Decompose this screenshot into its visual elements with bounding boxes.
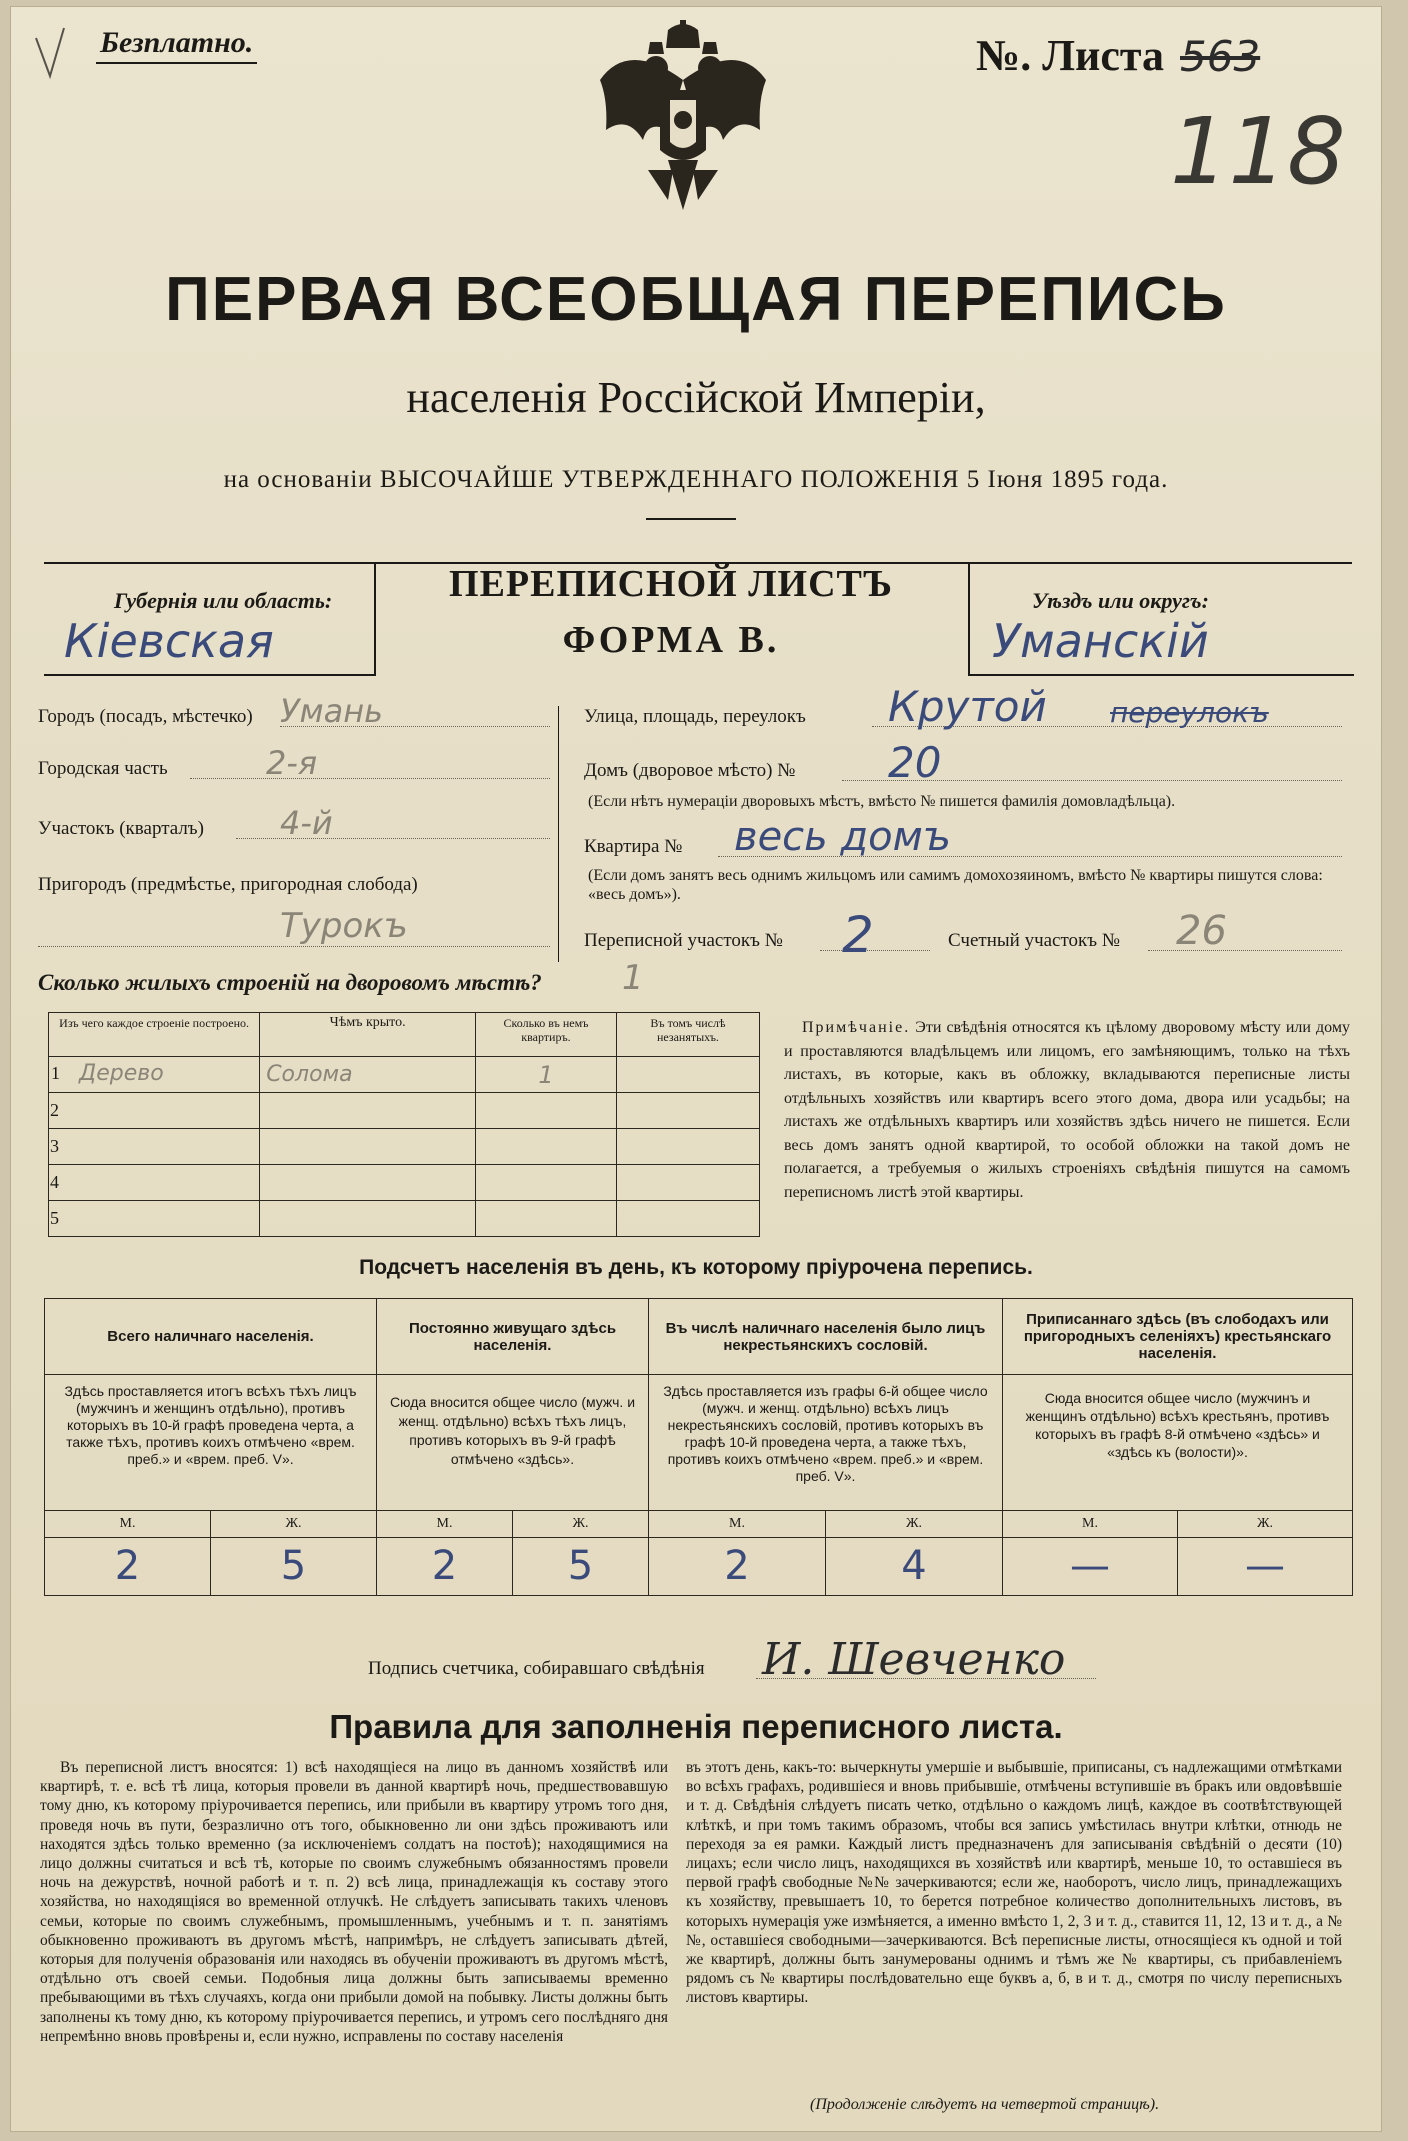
uezd-label: Уѣздъ или округъ: xyxy=(1032,588,1209,613)
uezd-box xyxy=(968,562,1354,676)
count-desc: Здѣсь проставляется итогъ всѣхъ тѣхъ лицъ (мужчинъ и женщинъ отдѣльно), противъ которыхъ въ 10-й графѣ проведена черта, а также тѣхъ, противъ коихъ отмѣчено «врем. преб.» и «врем. преб. V». xyxy=(45,1375,377,1511)
f-label: Ж. xyxy=(513,1511,649,1537)
table-row xyxy=(49,1129,760,1165)
count-desc: Сюда вносится общее число (мужч. и женщ. отдѣльно) всѣхъ тѣхъ лицъ, противъ которыхъ въ 9-й графѣ отмѣчено «здѣсь». xyxy=(377,1375,649,1511)
m-value: — xyxy=(1003,1537,1178,1595)
row-number: 4 xyxy=(49,1165,260,1201)
table-row xyxy=(49,1165,760,1201)
buildings-header-material: Изъ чего каждое строеніе построено. xyxy=(49,1013,260,1057)
free-label: Безплатно. xyxy=(96,26,257,64)
prigorod-label: Пригородъ (предмѣстье, пригородная слобода) xyxy=(38,874,418,895)
vacant-value xyxy=(616,1057,759,1093)
buildings-header-roof: Чѣмъ крыто. xyxy=(260,1013,476,1057)
divider xyxy=(646,518,736,520)
uezd-value: Уманскій xyxy=(992,614,1209,668)
m-label: М. xyxy=(45,1511,211,1537)
buildings-question: Сколько жилыхъ строеній на дворовомъ мѣстѣ? xyxy=(38,970,542,995)
rules-title: Правила для заполненія переписного листа. xyxy=(329,1708,1063,1745)
dom-label: Домъ (дворовое мѣсто) № xyxy=(584,760,796,781)
apts-value: 1 xyxy=(476,1057,617,1093)
sheet-number-pencil: 118 xyxy=(1170,98,1346,205)
row-number: 2 xyxy=(49,1093,260,1129)
chast-value: 2-я xyxy=(266,744,318,782)
ulitsa-label: Улица, площадь, переулокъ xyxy=(584,706,806,727)
f-label: Ж. xyxy=(211,1511,377,1537)
f-value: — xyxy=(1245,1543,1285,1590)
perepis-uch-value: 2 xyxy=(842,906,874,964)
m-value: 2 xyxy=(45,1537,211,1595)
row-number: 5 xyxy=(49,1201,260,1237)
table-row xyxy=(49,1201,760,1237)
gorod-label: Городъ (посадъ, мѣстечко) xyxy=(38,706,253,727)
note-head: Примѣчаніе. xyxy=(802,1019,911,1036)
divider xyxy=(558,706,559,962)
buildings-answer: 1 xyxy=(622,958,644,998)
note-text: Эти свѣдѣнія относятся къ цѣлому дворовому мѣсту или дому и проставляются владѣльцемъ или лицомъ, его замѣняющимъ, только на тѣхъ листахъ, въ которые, какъ въ обложку, вкладываются переписные листы отдѣльныхъ хозяйствъ или квартиръ всего этого дома, двора или усадьбы; на листахъ же отдѣльныхъ квартиръ или хозяйствъ здѣсь ничего не пишется. Если весь домъ занятъ одной квартирой, то особой обложки на такой домъ не полагается, а требуемыя о жилыхъ строеніяхъ свѣдѣнія пишутся на самомъ переписномъ листѣ этой квартиры. xyxy=(784,1019,1351,1201)
count-head: Постоянно живущаго здѣсь населенія. xyxy=(377,1299,649,1375)
table-row xyxy=(45,1299,1353,1375)
table-row xyxy=(45,1511,1353,1596)
main-title: ПЕРВАЯ ВСЕОБЩАЯ ПЕРЕПИСЬ xyxy=(165,265,1227,334)
schet-uch-value: 26 xyxy=(1176,908,1227,954)
population-table xyxy=(44,1298,1353,1596)
chast-label: Городская часть xyxy=(38,758,168,779)
signature-value: И. Шевченко xyxy=(762,1634,1066,1685)
dom-value: 20 xyxy=(888,738,942,787)
kvartira-label: Квартира № xyxy=(584,836,683,857)
roof-value: Солома xyxy=(260,1057,476,1093)
perepis-uch-label: Переписной участокъ № xyxy=(584,930,783,951)
count-title: Подсчетъ населенія въ день, къ которому пріурочена перепись. xyxy=(359,1256,1033,1279)
m-label: М. xyxy=(649,1511,826,1537)
double-headed-eagle-emblem xyxy=(588,20,778,230)
f-value: 5 xyxy=(280,1543,307,1590)
dom-note: (Если нѣтъ нумераціи дворовыхъ мѣстъ, вмѣсто № пишется фамилія домовладѣльца). xyxy=(588,793,1176,810)
uchastok-label: Участокъ (кварталъ) xyxy=(38,818,204,839)
f-value: 4 xyxy=(901,1543,927,1590)
uchastok-value: 4-й xyxy=(280,804,333,842)
rules-right: въ этотъ день, какъ-то: вычеркнуты умершіе и выбывшіе, приписаны, съ надлежащими отмѣтками во всѣхъ графахъ, родившіеся и вновь прибывшіе, отмѣчены вступившіе въ бракъ или овдовѣвшіе и т. д. Свѣдѣнія слѣдуетъ писать четко, отдѣльно о каждомъ лицѣ, каждое въ соотвѣтствующей клѣткѣ, и при томъ такимъ образомъ, чтобы вся запись умѣстилась внутри клѣтки, отнюдь не переходя за ея рамки. Каждый листъ предназначенъ для записыванія свѣдѣній о десяти (10) лицахъ; если число лицъ, находящихся въ хозяйствѣ или квартирѣ, меньше 10, то оставшіеся въ первой графѣ свободные №№ зачеркиваются; если же, наоборотъ, число лицъ, принадлежащихъ къ хозяйству, превышаетъ 10, то берется потребное количество дополнительныхъ листовъ, въ которыхъ нумерація уже измѣняется, а именно вмѣсто 1, 2, 3 и т. д., ставится 11, 12, 13 и т. д., а №№, оставшіеся свободными—зачеркиваются. Всѣ переписные листы, относящіеся къ одной и той же квартирѣ, должны быть занумерованы однимъ и тѣмъ же № квартиры, съ прибавленіемъ рядомъ съ № квартиры послѣдовательно еще буквъ а, б, в и т. д., смотря по числу переписныхъ листовъ квартиры. xyxy=(686,1759,1342,2007)
m-label: М. xyxy=(377,1511,513,1537)
kvartira-value: весь домъ xyxy=(734,814,952,860)
row-number: 1 xyxy=(51,1063,60,1083)
prigorod-value: Турокъ xyxy=(280,906,408,946)
ulitsa-struck: переулокъ xyxy=(1110,696,1269,729)
f-label: Ж. xyxy=(826,1511,1003,1537)
gubernia-box xyxy=(44,562,376,676)
form-label: ФОРМА В. xyxy=(562,619,780,661)
census-sheet xyxy=(10,6,1382,2132)
buildings-note xyxy=(784,1016,1350,1204)
gorod-value: Умань xyxy=(280,692,384,730)
count-head: Въ числѣ наличнаго населенія было лицъ некрестьянскихъ сословій. xyxy=(649,1299,1003,1375)
count-desc: Здѣсь проставляется изъ графы 6-й общее число (мужч. и женщ. отдѣльно) всѣхъ лицъ некрестьянскихъ сословій, противъ которыхъ въ графѣ 10-й проведена черта, а также тѣхъ, противъ коихъ отмѣчено «врем. преб.» и «врем. преб. V». xyxy=(649,1375,1003,1511)
buildings-table xyxy=(48,1012,760,1237)
chast-line xyxy=(190,778,550,779)
table-row xyxy=(45,1375,1353,1511)
buildings-header-apts: Сколько въ немъ квартиръ. xyxy=(476,1013,617,1057)
m-label: М. xyxy=(1003,1511,1178,1537)
m-value: 2 xyxy=(649,1537,826,1595)
row-number: 3 xyxy=(49,1129,260,1165)
rules-left: Въ переписной листъ вносятся: 1) всѣ находящіеся на лицо въ данномъ хозяйствѣ или квартирѣ, т. е. всѣ тѣ лица, которыя провели въ данной квартирѣ ночь, предшествовавшую тому дню, къ которому пріурочивается перепись, или прибыли въ квартиру утромъ того дня, проведя ночь въ пути, безразлично отъ того, обыкновенно ли они здѣсь проживаютъ или находятся здѣсь только временно (за исключеніемъ солдатъ на постоѣ); находящимися на лицо должны считаться и всѣ тѣ, которые по своимъ служебнымъ обязанностямъ провели ночь на дежурствѣ, ночной работѣ и т. п. 2) всѣ лица, принадлежащія къ составу этого хозяйства, но находящіяся во временной отлучкѣ. Не слѣдуетъ записывать такихъ членовъ семьи, которые по своимъ служебнымъ, промышленнымъ, учебнымъ и т. п. занятіямъ обыкновенно проживаютъ въ другомъ мѣстѣ, напримѣръ, не слѣдуетъ записывать дѣтей, которыя для полученія образованія или находясь въ обученіи проживаютъ въ другомъ мѣстѣ, отдѣльно отъ своей семьи. Подобныя лица должны быть записываемы временно пребывающими въ тѣхъ случаяхъ, когда они прибыли домой на побывку. Листы должны быть заполнены къ тому дню, къ которому пріурочивается перепись, и утромъ сего послѣдняго дня непремѣнно вновь провѣрены и, если нужно, исправлены по составу населенія xyxy=(40,1759,668,2045)
m-value: 2 xyxy=(377,1537,513,1595)
count-head: Приписаннаго здѣсь (въ слободахъ или пригородныхъ селеніяхъ) крестьянскаго населенія. xyxy=(1003,1299,1353,1375)
table-row xyxy=(49,1057,760,1093)
rules-continued: (Продолженіе слѣдуетъ на четвертой страницѣ). xyxy=(810,2096,1160,2113)
form-title: ПЕРЕПИСНОЙ ЛИСТЪ xyxy=(449,563,893,605)
legal-basis: на основаніи ВЫСОЧАЙШЕ УТВЕРЖДЕННАГО ПОЛОЖЕНІЯ 5 Іюня 1895 года. xyxy=(223,466,1169,493)
sheet-number-value: 563 xyxy=(1180,32,1261,81)
schet-uch-label: Счетный участокъ № xyxy=(948,930,1120,951)
pencil-check-mark xyxy=(30,24,70,84)
f-label: Ж. xyxy=(1178,1511,1353,1537)
table-row xyxy=(49,1093,760,1129)
signature-label: Подпись счетчика, собиравшаго свѣдѣнія xyxy=(368,1658,705,1679)
kvartira-note: (Если домъ занятъ весь однимъ жильцомъ или самимъ домохозяиномъ, вмѣсто № квартиры пишутся слова: «весь домъ»). xyxy=(588,867,1323,903)
f-value: 5 xyxy=(567,1543,594,1590)
sheet-number-label: №. Листа xyxy=(976,31,1165,80)
subtitle: населенія Россійской Имперіи, xyxy=(406,373,986,422)
gubernia-value: Кіевская xyxy=(64,614,274,668)
count-head: Всего наличнаго населенія. xyxy=(45,1299,377,1375)
gubernia-label: Губернія или область: xyxy=(114,588,333,613)
buildings-header-vacant: Въ томъ числѣ незанятыхъ. xyxy=(616,1013,759,1057)
perepis-uch-line xyxy=(820,950,930,951)
material-value: Дерево xyxy=(79,1061,164,1086)
prigorod-line xyxy=(38,946,550,947)
ulitsa-value: Крутой xyxy=(888,682,1047,731)
count-desc: Сюда вносится общее число (мужчинъ и женщинъ отдѣльно) всѣхъ крестьянъ, противъ которыхъ въ графѣ 8-й отмѣчено «здѣсь» и «здѣсь къ (волости)». xyxy=(1003,1375,1353,1511)
